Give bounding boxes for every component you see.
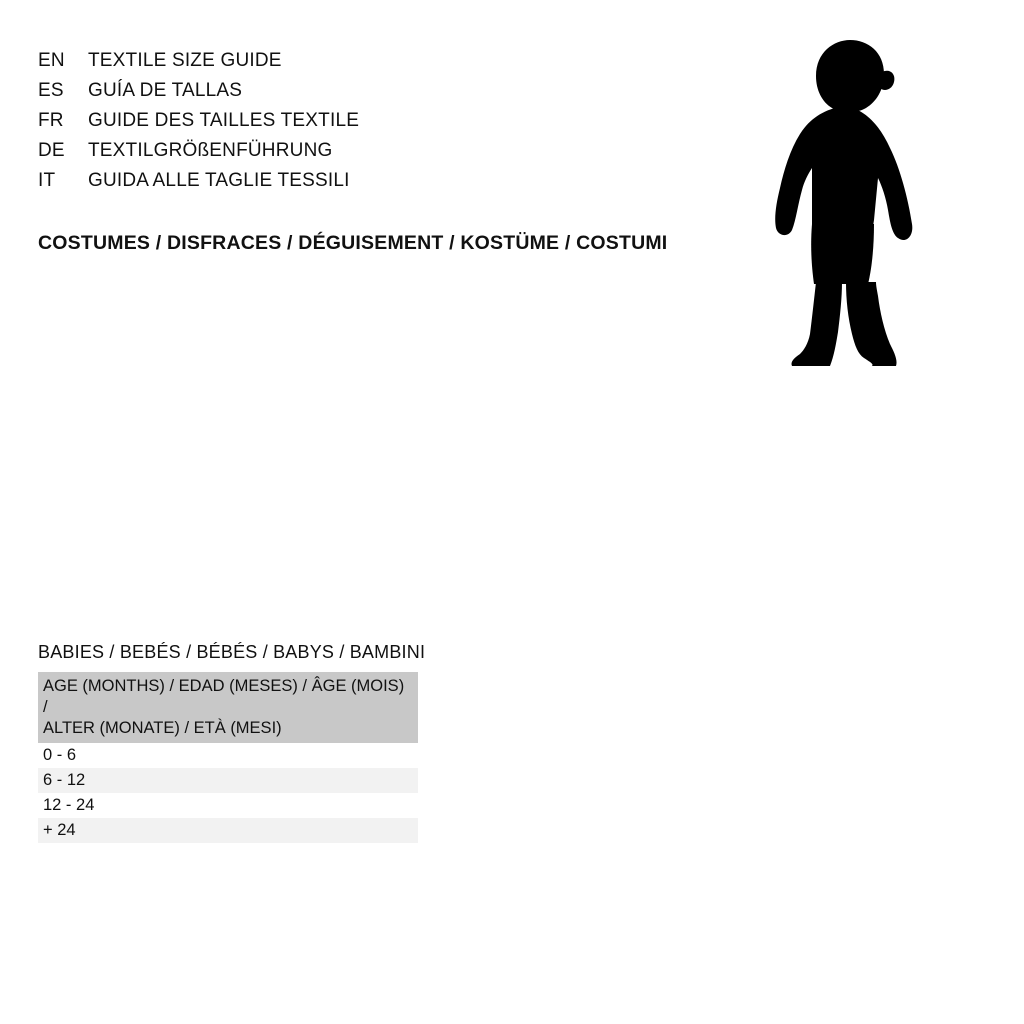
language-list — [38, 46, 678, 196]
language-code-es: ES — [38, 80, 64, 101]
table-row — [38, 818, 418, 843]
baby-silhouette-icon — [754, 38, 922, 368]
language-row-de — [38, 136, 678, 166]
language-row-it — [38, 166, 678, 196]
table-row — [38, 793, 418, 818]
table-header-line-2: ALTER (MONATE) / ETÀ (MESI) — [43, 719, 282, 737]
size-table — [38, 672, 418, 843]
table-header-row — [38, 672, 418, 743]
language-title-it: GUIDA ALLE TAGLIE TESSILI — [88, 170, 350, 191]
table-header-line-1: AGE (MONTHS) / EDAD (MESES) / ÂGE (MOIS) / — [43, 677, 405, 716]
table-cell-age-range: 0 - 6 — [38, 743, 418, 768]
language-title-fr: GUIDE DES TAILLES TEXTILE — [88, 110, 360, 131]
language-row-en — [38, 46, 678, 76]
table-header-cell-age — [38, 672, 418, 743]
category-heading: COSTUMES / DISFRACES / DÉGUISEMENT / KOSTÜME / COSTUMI — [38, 232, 668, 254]
language-code-de: DE — [38, 140, 65, 161]
language-row-fr — [38, 106, 678, 136]
language-code-fr: FR — [38, 110, 64, 131]
size-table-caption: BABIES / BEBÉS / BÉBÉS / BABYS / BAMBINI — [38, 642, 426, 662]
language-title-en: TEXTILE SIZE GUIDE — [88, 50, 282, 71]
language-row-es — [38, 76, 678, 106]
language-code-en: EN — [38, 50, 65, 71]
size-table-section — [38, 642, 426, 843]
language-title-es: GUÍA DE TALLAS — [88, 80, 243, 101]
language-code-it: IT — [38, 170, 56, 191]
table-row — [38, 743, 418, 768]
table-cell-age-range: 12 - 24 — [38, 793, 418, 818]
language-title-de: TEXTILGRÖßENFÜHRUNG — [88, 140, 333, 161]
table-cell-age-range: + 24 — [38, 818, 418, 843]
table-row — [38, 768, 418, 793]
table-cell-age-range: 6 - 12 — [38, 768, 418, 793]
